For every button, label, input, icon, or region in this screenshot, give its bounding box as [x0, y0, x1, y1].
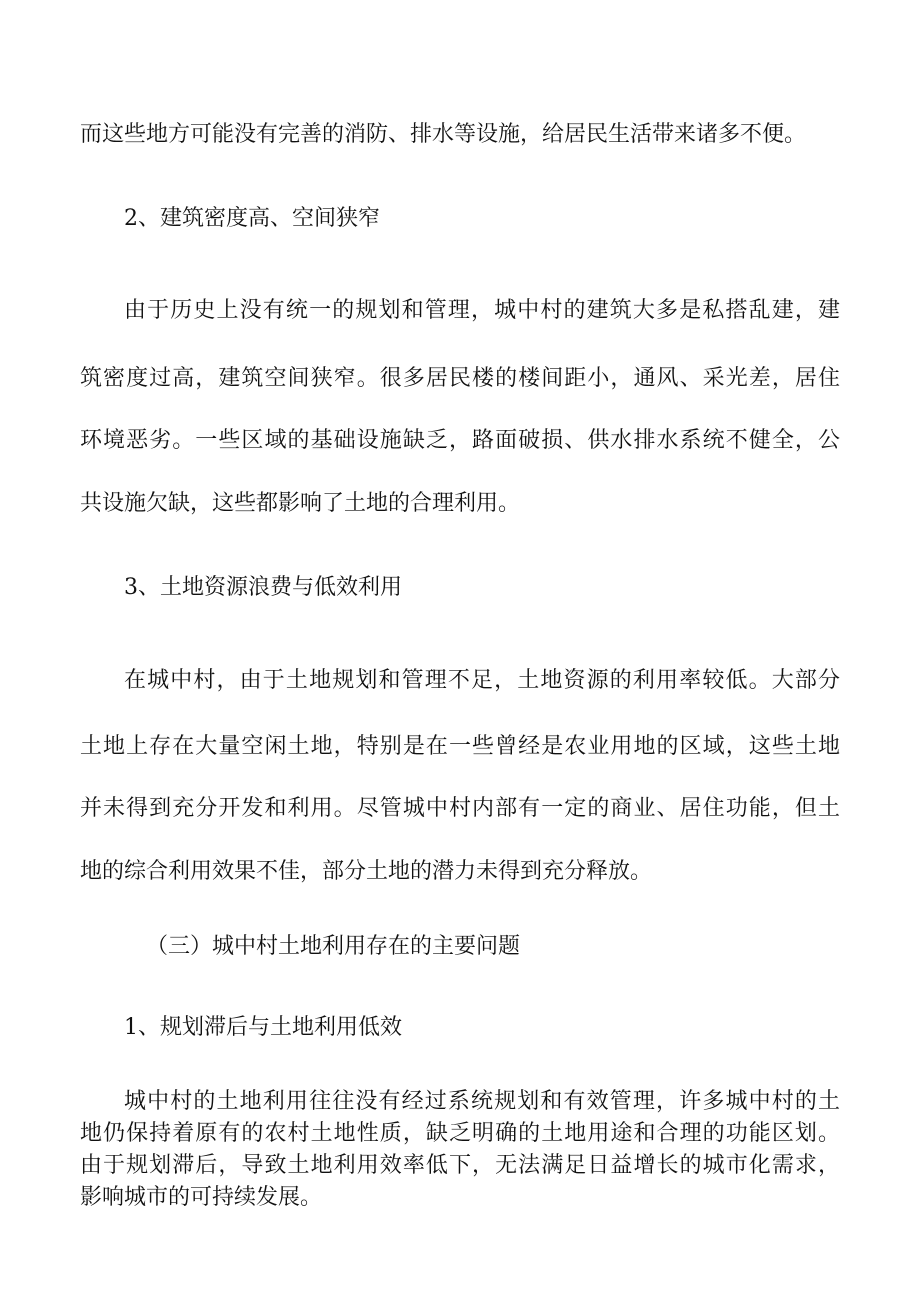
paragraph-waste-line-3: 并未得到充分开发和利用。尽管城中村内部有一定的商业、居住功能，但土 [80, 796, 840, 821]
paragraph-density-line-2: 筑密度过高，建筑空间狭窄。很多居民楼的楼间距小，通风、采光差，居住 [80, 366, 840, 391]
paragraph-density-line-4: 共设施欠缺，这些都影响了土地的合理利用。 [80, 491, 521, 516]
paragraph-planning-line-1: 城中村的土地利用往往没有经过系统规划和有效管理，许多城中村的土 [124, 1089, 840, 1114]
paragraph-waste-line-2: 土地上存在大量空闲土地，特别是在一些曾经是农业用地的区域，这些土地 [80, 734, 840, 759]
paragraph-waste-line-1: 在城中村，由于土地规划和管理不足，土地资源的利用率较低。大部分 [124, 668, 840, 693]
paragraph-density-line-1: 由于历史上没有统一的规划和管理，城中村的建筑大多是私搭乱建，建 [124, 298, 840, 323]
section-heading-main-problems: （三）城中村土地利用存在的主要问题 [146, 934, 521, 959]
paragraph-density-line-3: 环境恶劣。一些区域的基础设施缺乏，路面破损、供水排水系统不健全，公 [80, 428, 840, 453]
heading-land-waste: 3、土地资源浪费与低效利用 [124, 575, 402, 600]
paragraph-planning-line-4: 影响城市的可持续发展。 [80, 1185, 323, 1210]
heading-building-density: 2、建筑密度高、空间狭窄 [124, 206, 380, 231]
heading-planning-lag: 1、规划滞后与土地利用低效 [124, 1015, 402, 1040]
paragraph-waste-line-4: 地的综合利用效果不佳，部分土地的潜力未得到充分释放。 [80, 859, 653, 884]
paragraph-intro-line-1: 而这些地方可能没有完善的消防、排水等设施，给居民生活带来诸多不便。 [80, 122, 807, 147]
paragraph-planning-line-3: 由于规划滞后，导致土地利用效率低下，无法满足日益增长的城市化需求， [80, 1153, 840, 1178]
paragraph-planning-line-2: 地仍保持着原有的农村土地性质，缺乏明确的土地用途和合理的功能区划。 [80, 1121, 840, 1146]
